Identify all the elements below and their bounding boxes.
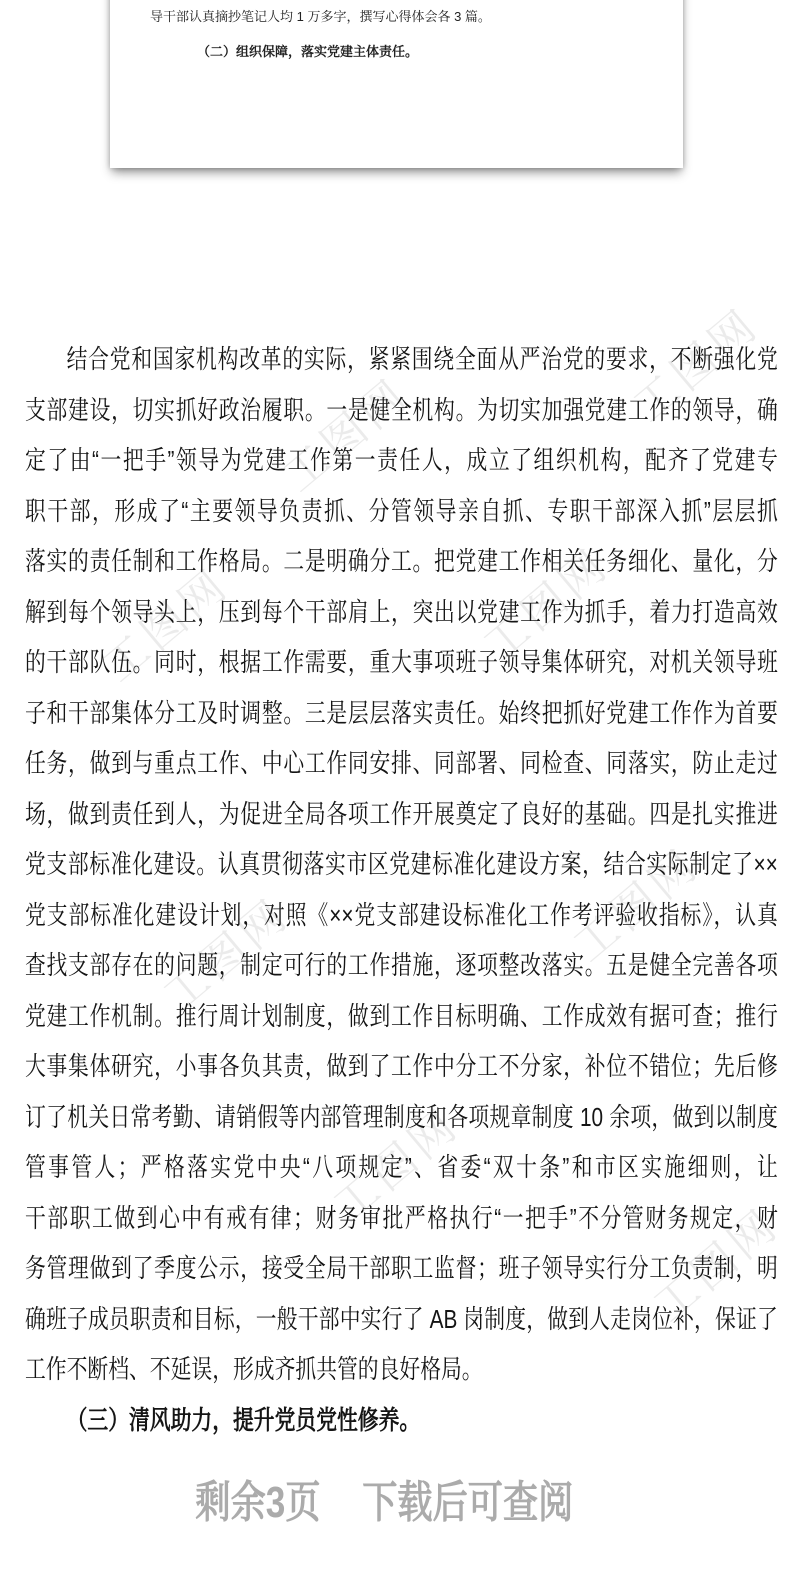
watermark: 工图网 <box>94 559 239 692</box>
body-text-line: 的干部队伍。同时，根据工作需要，重大事项班子领导集体研究，对机关领导班 <box>25 647 778 677</box>
page1-section-heading: （二）组织保障，落实党建主体责任。 <box>197 44 419 59</box>
body-text-line: 场，做到责任到人，为促进全局各项工作开展奠定了良好的基础。四是扎实推进 <box>25 798 778 829</box>
watermark: 工图网 <box>624 299 769 432</box>
body-text-line: 查找支部存在的问题，制定可行的工作措施，逐项整改落实。五是健全完善各项 <box>25 950 778 980</box>
body-text-line: 务管理做到了季度公示，接受全局干部职工监督；班子领导实行分工负责制，明 <box>25 1253 778 1283</box>
page1-preview-card <box>110 0 683 168</box>
document-page-body <box>25 334 778 1445</box>
remaining-pages-hint <box>8 1479 761 1527</box>
body-text-line: 支部建设，切实抓好政治履职。一是健全机构。为切实加强党建工作的领导，确 <box>25 394 778 425</box>
body-text-line: 解到每个领导头上，压到每个干部肩上，突出以党建工作为抓手，着力打造高效 <box>25 596 778 627</box>
page1-body-text: 导干部认真摘抄笔记人均 1 万多字，撰写心得体会各 3 篇。 <box>150 9 491 24</box>
body-text-line: 确班子成员职责和目标，一般干部中实行了 AB 岗制度，做到人走岗位补，保证了 <box>25 1303 778 1334</box>
watermark: 工图网 <box>564 839 709 972</box>
body-text-line: 定了由“一把手”领导为党建工作第一责任人，成立了组织机构，配齐了党建专 <box>25 445 778 475</box>
watermark: 工图网 <box>154 889 299 1022</box>
watermark: 工图网 <box>274 369 419 502</box>
watermark: 工图网 <box>324 1099 469 1232</box>
body-text-line: 党支部标准化建设计划，对照《××党支部建设标准化工作考评验收指标》，认真 <box>25 899 778 930</box>
body-text-line: 党建工作机制。推行周计划制度，做到工作目标明确、工作成效有据可查；推行 <box>25 1000 778 1031</box>
body-text-line: 结合党和国家机构改革的实际，紧紧围绕全面从严治党的要求，不断强化党 <box>66 344 778 374</box>
body-text-line: 订了机关日常考勤、请销假等内部管理制度和各项规章制度 10 余项，做到以制度 <box>25 1101 778 1132</box>
body-text-line: 干部职工做到心中有戒有律；财务审批严格执行“一把手”不分管财务规定，财 <box>25 1202 778 1233</box>
body-text-line: 职干部，形成了“主要领导负责抓、分管领导亲自抓、专职干部深入抓”层层抓 <box>25 495 778 526</box>
body-text-line: 子和干部集体分工及时调整。三是层层落实责任。始终把抓好党建工作作为首要 <box>25 697 778 728</box>
watermark: 工图网 <box>644 1199 789 1332</box>
remaining-pages-label: 剩余3页 <box>195 1478 321 1527</box>
download-hint-label: 下载后可查阅 <box>362 1478 574 1527</box>
body-text-line: （三）清风助力，提升党员党性修养。 <box>66 1404 421 1435</box>
body-text-line: 党支部标准化建设。认真贯彻落实市区党建标准化建设方案，结合实际制定了×× <box>25 849 778 879</box>
body-text-line: 工作不断档、不延误，形成齐抓共管的良好格局。 <box>25 1354 483 1384</box>
body-text-line: 大事集体研究，小事各负其责，做到了工作中分工不分家，补位不错位；先后修 <box>25 1051 778 1081</box>
body-text-line: 落实的责任制和工作格局。二是明确分工。把党建工作相关任务细化、量化，分 <box>25 546 778 576</box>
body-text-line: 任务，做到与重点工作、中心工作同安排、同部署、同检查、同落实，防止走过 <box>25 748 778 778</box>
watermark: 工图网 <box>474 539 619 672</box>
body-text-line: 管事管人；严格落实党中央“八项规定”、省委“双十条”和市区实施细则，让 <box>25 1152 778 1182</box>
